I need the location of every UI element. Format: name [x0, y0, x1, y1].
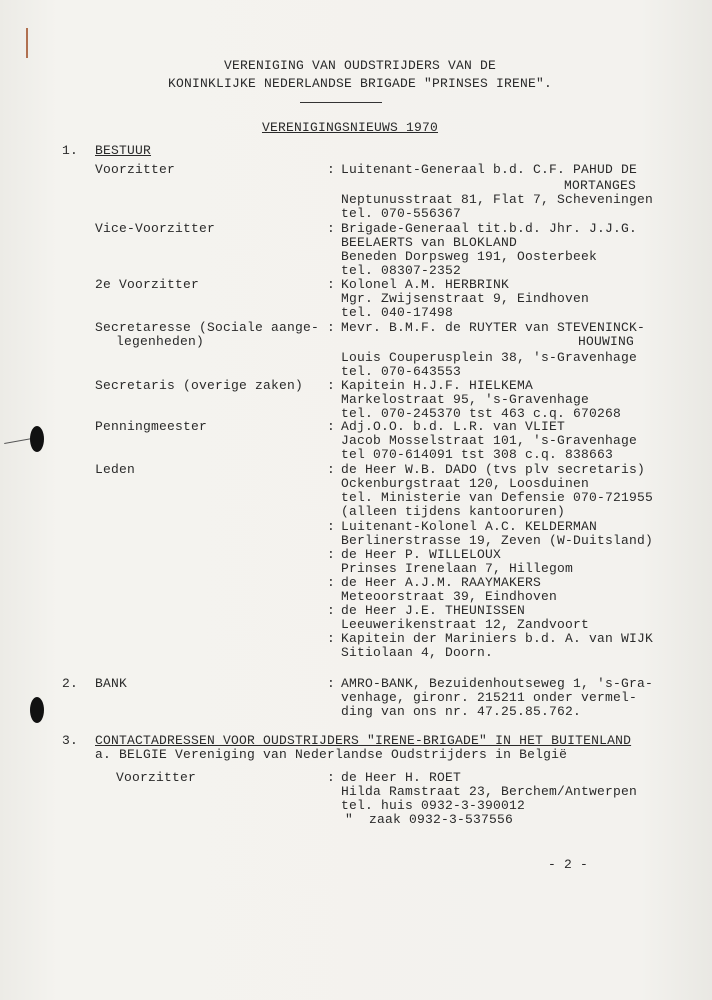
- role-leden: Leden: [95, 462, 136, 477]
- penningmeester-line: tel 070-614091 tst 308 c.q. 838663: [341, 447, 614, 462]
- bank-line: ding van ons nr. 47.25.85.762.: [341, 704, 582, 719]
- bank-line: AMRO-BANK, Bezuidenhoutseweg 1, 's-Gra-: [341, 676, 654, 691]
- colon: :: [327, 676, 336, 691]
- belgie-subheading: a. BELGIE Vereniging van Nederlandse Oudstrijders in België: [95, 747, 568, 762]
- colon: :: [327, 631, 336, 646]
- vice-line: Brigade-Generaal tit.b.d. Jhr. J.J.G.: [341, 221, 638, 236]
- leden-line: (alleen tijdens kantooruren): [341, 504, 566, 519]
- page-number: - 2 -: [548, 857, 589, 872]
- belgie-line: Hilda Ramstraat 23, Berchem/Antwerpen: [341, 784, 638, 799]
- voorzitter-line: tel. 070-556367: [341, 206, 462, 221]
- belgie-line: tel. huis 0932-3-390012: [341, 798, 526, 813]
- belgie-line: de Heer H. ROET: [341, 770, 462, 785]
- role-penningmeester: Penningmeester: [95, 419, 208, 434]
- penningmeester-line: Jacob Mosselstraat 101, 's-Gravenhage: [341, 433, 638, 448]
- section-2-number: 2.: [62, 676, 79, 691]
- colon: :: [327, 519, 336, 534]
- paper-mark: [26, 28, 28, 58]
- voorzitter-line: MORTANGES: [564, 178, 637, 193]
- colon: :: [327, 575, 336, 590]
- leden-line: Leeuwerikenstraat 12, Zandvoort: [341, 617, 590, 632]
- header-line-2: KONINKLIJKE NEDERLANDSE BRIGADE "PRINSES IRENE".: [167, 76, 553, 91]
- leden-line: tel. Ministerie van Defensie 070-721955: [341, 490, 654, 505]
- colon: :: [327, 162, 336, 177]
- section-1-title: BESTUUR: [95, 143, 152, 158]
- vice-line: tel. 08307-2352: [341, 263, 462, 278]
- section-3-title: CONTACTADRESSEN VOOR OUDSTRIJDERS "IRENE-BRIGADE" IN HET BUITENLAND: [95, 733, 632, 748]
- colon: :: [327, 320, 336, 335]
- punch-hole: [30, 426, 44, 452]
- bank-line: venhage, gironr. 215211 onder vermel-: [341, 690, 638, 705]
- tweede-line: Kolonel A.M. HERBRINK: [341, 277, 510, 292]
- secretaresse-line: Mevr. B.M.F. de RUYTER van STEVENINCK-: [341, 320, 646, 335]
- section-3-number: 3.: [62, 733, 79, 748]
- role-secretaresse: Secretaresse (Sociale aange-: [95, 320, 320, 335]
- role-belgie-voorzitter: Voorzitter: [116, 770, 197, 785]
- vice-line: BEELAERTS van BLOKLAND: [341, 235, 518, 250]
- newsletter-title: VERENIGINGSNIEUWS 1970: [261, 120, 439, 135]
- leden-line: Prinses Irenelaan 7, Hillegom: [341, 561, 574, 576]
- belgie-line: " zaak 0932-3-537556: [345, 812, 514, 827]
- role-2e-voorzitter: 2e Voorzitter: [95, 277, 200, 292]
- secretaris-line: Markelostraat 95, 's-Gravenhage: [341, 392, 590, 407]
- colon: :: [327, 770, 336, 785]
- tweede-line: tel. 040-17498: [341, 305, 454, 320]
- leden-line: de Heer W.B. DADO (tvs plv secretaris): [341, 462, 646, 477]
- leden-line: Luitenant-Kolonel A.C. KELDERMAN: [341, 519, 598, 534]
- penningmeester-line: Adj.O.O. b.d. L.R. van VLIET: [341, 419, 566, 434]
- tweede-line: Mgr. Zwijsenstraat 9, Eindhoven: [341, 291, 590, 306]
- leden-line: Ockenburgstraat 120, Loosduinen: [341, 476, 590, 491]
- role-voorzitter: Voorzitter: [95, 162, 176, 177]
- colon: :: [327, 419, 336, 434]
- section-1-number: 1.: [62, 143, 79, 158]
- colon: :: [327, 378, 336, 393]
- vice-line: Beneden Dorpsweg 191, Oosterbeek: [341, 249, 598, 264]
- leden-line: de Heer P. WILLELOUX: [341, 547, 502, 562]
- secretaresse-line: Louis Couperusplein 38, 's-Gravenhage: [341, 350, 638, 365]
- role-secretaris: Secretaris (overige zaken): [95, 378, 304, 393]
- section-2-title: BANK: [95, 676, 128, 691]
- leden-line: Berlinerstrasse 19, Zeven (W-Duitsland): [341, 533, 654, 548]
- leden-line: Meteoorstraat 39, Eindhoven: [341, 589, 558, 604]
- colon: :: [327, 547, 336, 562]
- voorzitter-line: Neptunusstraat 81, Flat 7, Scheveningen: [341, 192, 654, 207]
- colon: :: [327, 277, 336, 292]
- leden-line: Kapitein der Mariniers b.d. A. van WIJK: [341, 631, 654, 646]
- colon: :: [327, 221, 336, 236]
- role-secretaresse-cont: legenheden): [116, 334, 205, 349]
- secretaresse-line: tel. 070-643553: [341, 364, 462, 379]
- leden-line: de Heer A.J.M. RAAYMAKERS: [341, 575, 542, 590]
- leden-line: Sitiolaan 4, Doorn.: [341, 645, 494, 660]
- secretaresse-line: HOUWING: [578, 334, 635, 349]
- voorzitter-line: Luitenant-Generaal b.d. C.F. PAHUD DE: [341, 162, 638, 177]
- punch-hole: [30, 697, 44, 723]
- secretaris-line: tel. 070-245370 tst 463 c.q. 670268: [341, 406, 622, 421]
- colon: :: [327, 462, 336, 477]
- secretaris-line: Kapitein H.J.F. HIELKEMA: [341, 378, 534, 393]
- header-line-1: VERENIGING VAN OUDSTRIJDERS VAN DE: [223, 58, 497, 73]
- role-vice-voorzitter: Vice-Voorzitter: [95, 221, 216, 236]
- leden-line: de Heer J.E. THEUNISSEN: [341, 603, 526, 618]
- header-divider: [300, 102, 382, 103]
- colon: :: [327, 603, 336, 618]
